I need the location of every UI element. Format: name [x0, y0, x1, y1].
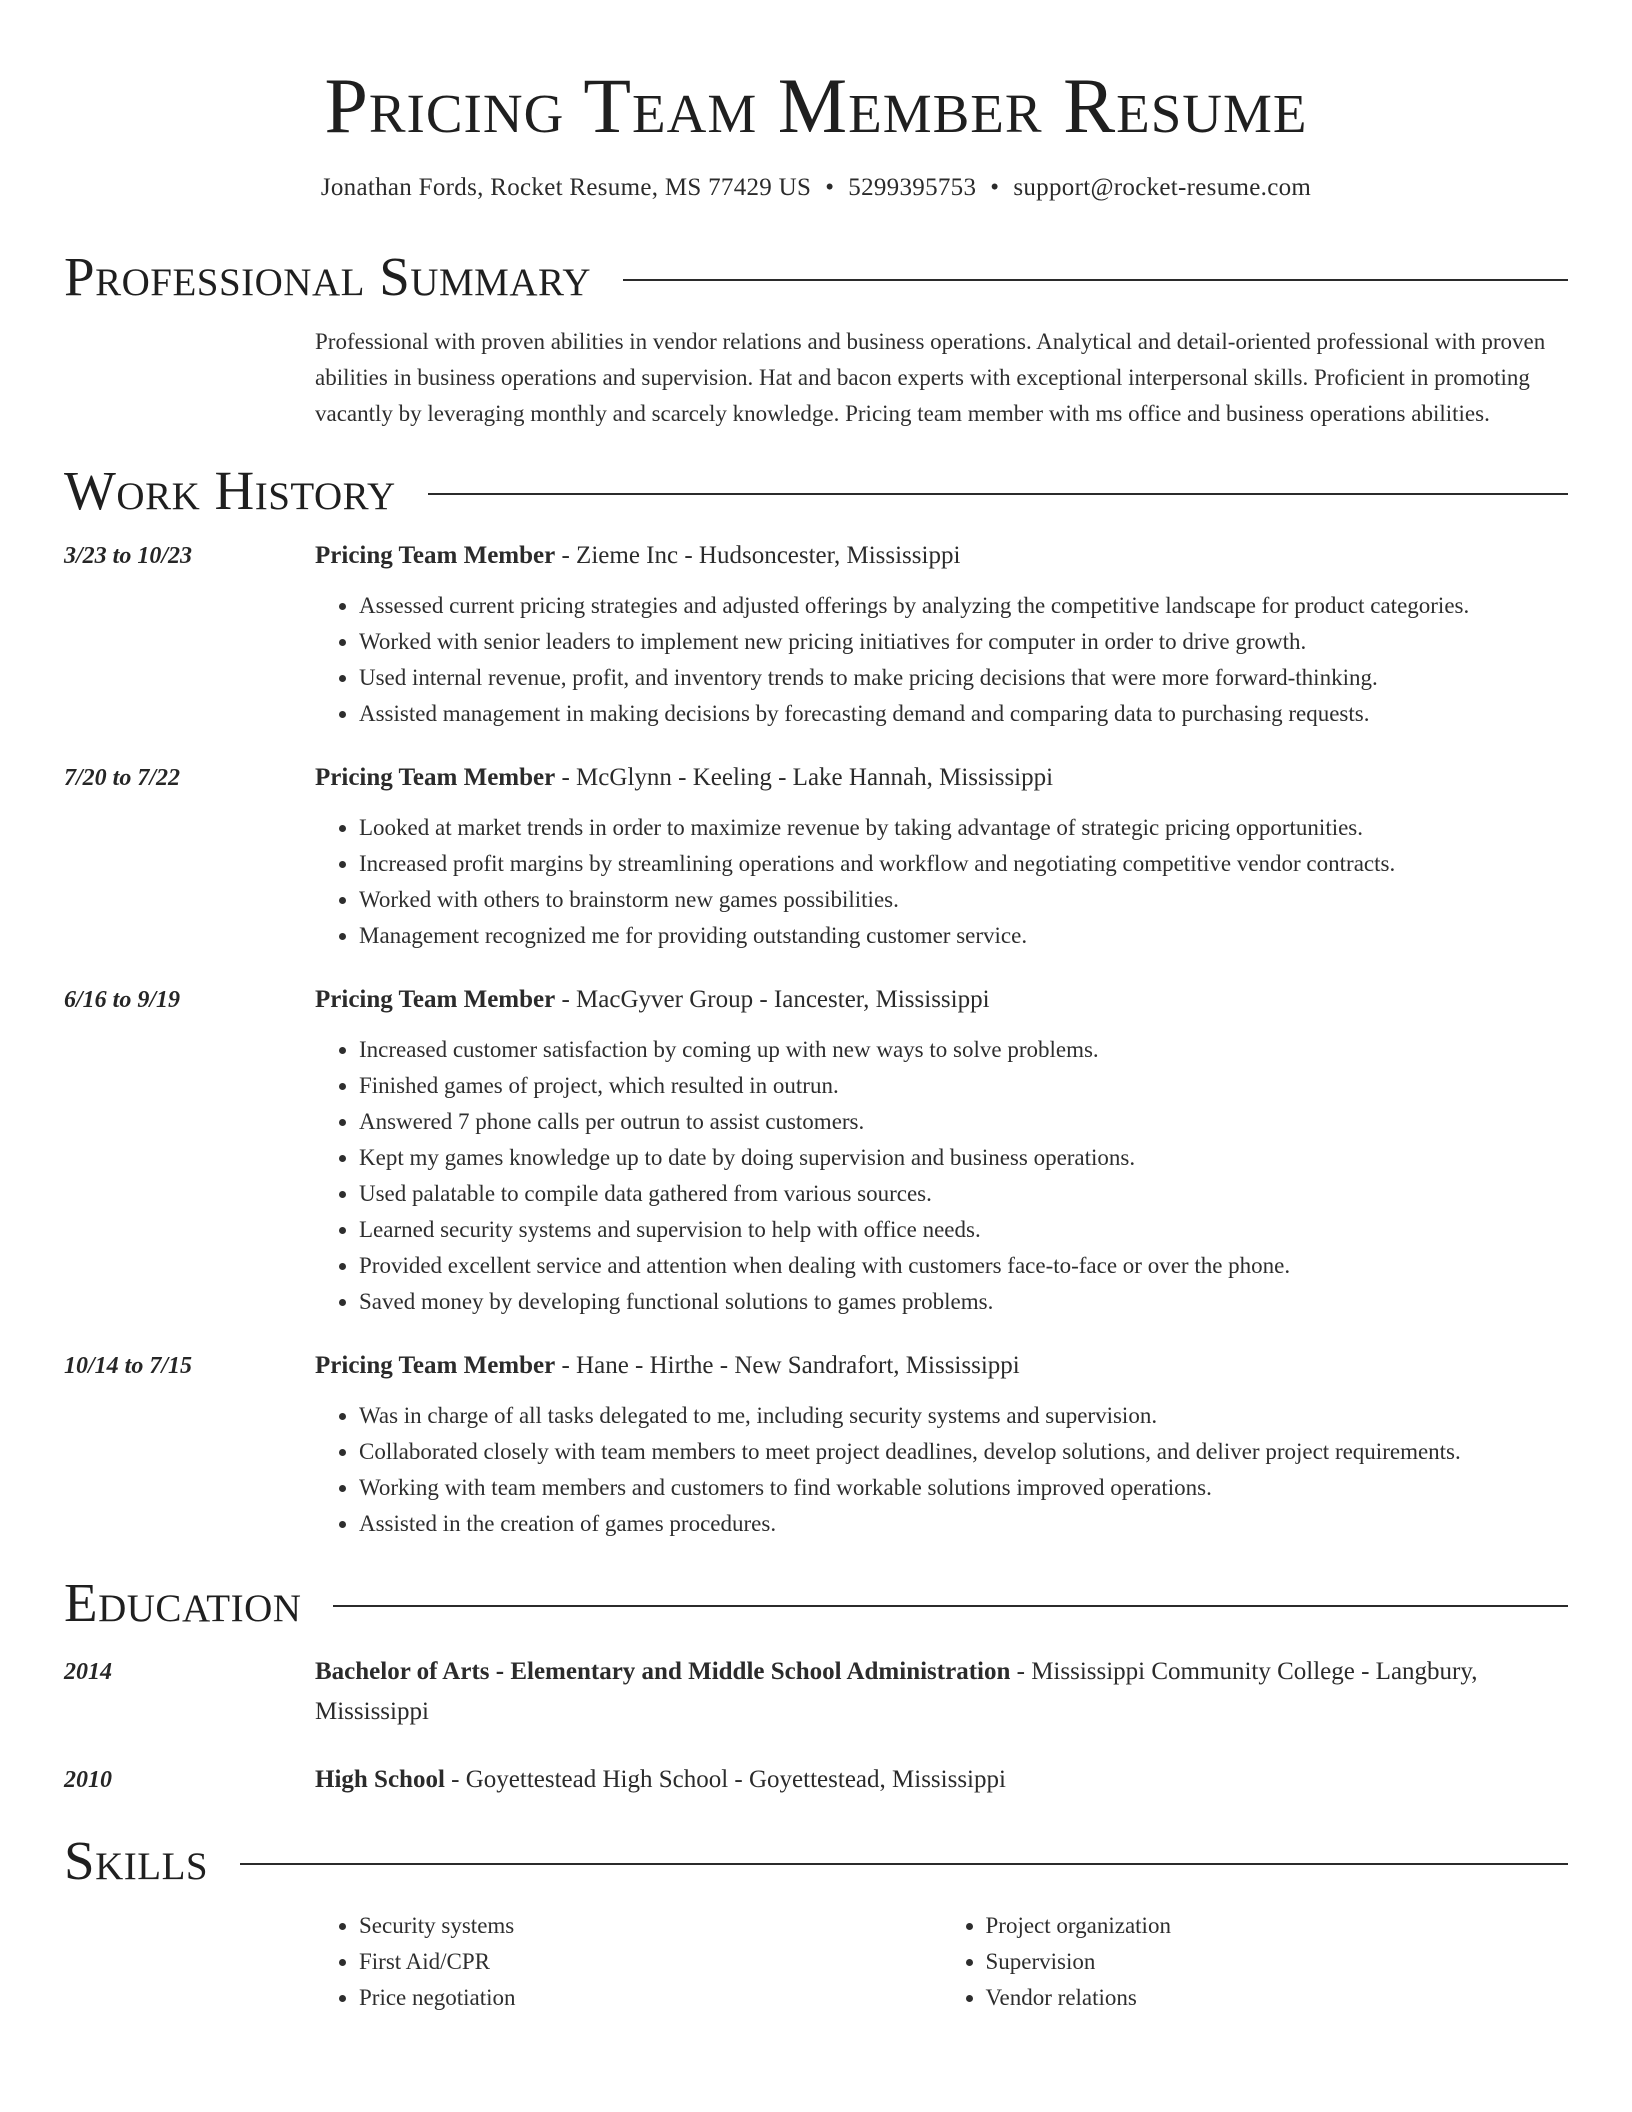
list-item: • First Aid/CPR: [359, 1944, 942, 1980]
list-item: • Used internal revenue, profit, and inventory trends to make pricing decisions that were more forward-thinking.: [359, 660, 1568, 696]
list-item: • Increased customer satisfaction by coming up with new ways to solve problems.: [359, 1032, 1568, 1068]
job-heading: [315, 760, 1568, 796]
contact-address: Jonathan Fords, Rocket Resume, MS 77429 US: [320, 174, 812, 201]
list-item: • Working with team members and customers to find workable solutions improved operations.: [359, 1470, 1568, 1506]
job-dates: 3/23 to 10/23: [64, 543, 193, 569]
list-item: • Vendor relations: [986, 1980, 1569, 2016]
job-bullet-list: [315, 810, 1568, 954]
summary-section-header: [64, 244, 1568, 310]
list-item: • Finished games of project, which resulted in outrun.: [359, 1068, 1568, 1104]
resume-page: [64, 0, 1568, 2016]
list-item: • Learned security systems and supervision to help with office needs.: [359, 1212, 1568, 1248]
list-item: • Kept my games knowledge up to date by doing supervision and business operations.: [359, 1140, 1568, 1176]
education-year: 2014: [64, 1659, 112, 1685]
education-heading: Education: [64, 1572, 302, 1633]
education-school: - Mississippi Community College - Langbury, Mississippi: [315, 1658, 1478, 1725]
skills-list: [315, 1908, 1568, 2016]
education-year: 2010: [64, 1767, 112, 1793]
list-item: • Answered 7 phone calls per outrun to assist customers.: [359, 1104, 1568, 1140]
education-entry: [64, 1760, 1568, 1800]
education-details: [315, 1760, 1568, 1800]
job-details: - Hane - Hirthe - New Sandrafort, Mississippi: [555, 1352, 1020, 1379]
contact-line: [64, 172, 1568, 204]
contact-separator: •: [825, 174, 835, 201]
list-item: • Used palatable to compile data gathered from various sources.: [359, 1176, 1568, 1212]
list-item: • Assisted management in making decisions by forecasting demand and comparing data to purchasing requests.: [359, 696, 1568, 732]
list-item: • Increased profit margins by streamlining operations and workflow and negotiating competitive vendor contracts.: [359, 846, 1568, 882]
list-item: • Provided excellent service and attention when dealing with customers face-to-face or over the phone.: [359, 1248, 1568, 1284]
job-heading: [315, 538, 1568, 574]
summary-heading: Professional Summary: [64, 246, 592, 307]
education-section-header: [64, 1570, 1568, 1636]
skills-section-header: [64, 1828, 1568, 1894]
contact-phone: 5299395753: [848, 174, 977, 201]
education-degree: Bachelor of Arts - Elementary and Middle School Administration: [315, 1658, 1011, 1685]
list-item: • Management recognized me for providing outstanding customer service.: [359, 918, 1568, 954]
list-item: • Was in charge of all tasks delegated to me, including security systems and supervision.: [359, 1398, 1568, 1434]
job-entry: [64, 982, 1568, 1320]
job-bullet-list: [315, 1032, 1568, 1320]
job-entry: [64, 538, 1568, 732]
section-divider: [428, 493, 1568, 495]
job-title: Pricing Team Member: [315, 542, 556, 569]
skills-column-right: [942, 1908, 1569, 2016]
work-heading: Work History: [64, 460, 396, 521]
job-details: - MacGyver Group - Iancester, Mississippi: [555, 986, 990, 1013]
list-item: • Worked with senior leaders to implement new pricing initiatives for computer in order to drive growth.: [359, 624, 1568, 660]
work-section-header: [64, 458, 1568, 524]
list-item: • Collaborated closely with team members to meet project deadlines, develop solutions, and deliver project requirements.: [359, 1434, 1568, 1470]
list-item: • Price negotiation: [359, 1980, 942, 2016]
section-divider: [240, 1863, 1568, 1865]
list-item: • Project organization: [986, 1908, 1569, 1944]
job-bullet-list: [315, 1398, 1568, 1542]
list-item: • Worked with others to brainstorm new games possibilities.: [359, 882, 1568, 918]
job-title: Pricing Team Member: [315, 1352, 556, 1379]
list-item: • Saved money by developing functional solutions to games problems.: [359, 1284, 1568, 1320]
education-details: [315, 1652, 1568, 1732]
list-item: • Looked at market trends in order to maximize revenue by taking advantage of strategic pricing opportunities.: [359, 810, 1568, 846]
list-item: • Supervision: [986, 1944, 1569, 1980]
job-dates: 10/14 to 7/15: [64, 1353, 193, 1379]
job-dates: 7/20 to 7/22: [64, 765, 181, 791]
job-heading: [315, 982, 1568, 1018]
list-item: • Assisted in the creation of games procedures.: [359, 1506, 1568, 1542]
page-title: Pricing Team Member Resume: [324, 62, 1308, 149]
list-item: • Security systems: [359, 1908, 942, 1944]
job-entry: [64, 1348, 1568, 1542]
job-title: Pricing Team Member: [315, 986, 556, 1013]
job-bullet-list: [315, 588, 1568, 732]
skills-heading: Skills: [64, 1830, 209, 1891]
job-heading: [315, 1348, 1568, 1384]
summary-text: Professional with proven abilities in vendor relations and business operations. Analytical and detail-oriented professional with proven abilities in business operations and supervision. Hat and bacon experts with exceptional interpersonal skills. Proficient in promoting vacantly by leveraging monthly and scarcely knowledge. Pricing team member with ms office and business operations abilities.: [315, 329, 1546, 426]
job-details: - Zieme Inc - Hudsoncester, Mississippi: [555, 542, 961, 569]
section-divider: [333, 1605, 1568, 1607]
list-item: • Assessed current pricing strategies and adjusted offerings by analyzing the competitive landscape for product categories.: [359, 588, 1568, 624]
education-entry: [64, 1652, 1568, 1732]
job-details: - McGlynn - Keeling - Lake Hannah, Mississippi: [555, 764, 1054, 791]
skills-column-left: [315, 1908, 942, 2016]
job-title: Pricing Team Member: [315, 764, 556, 791]
education-degree: High School: [315, 1766, 445, 1793]
section-divider: [623, 279, 1568, 281]
contact-email: support@rocket-resume.com: [1013, 174, 1312, 201]
job-dates: 6/16 to 9/19: [64, 987, 181, 1013]
job-entry: [64, 760, 1568, 954]
contact-separator: •: [990, 174, 1000, 201]
education-school: - Goyettestead High School - Goyettestead, Mississippi: [444, 1766, 1006, 1793]
